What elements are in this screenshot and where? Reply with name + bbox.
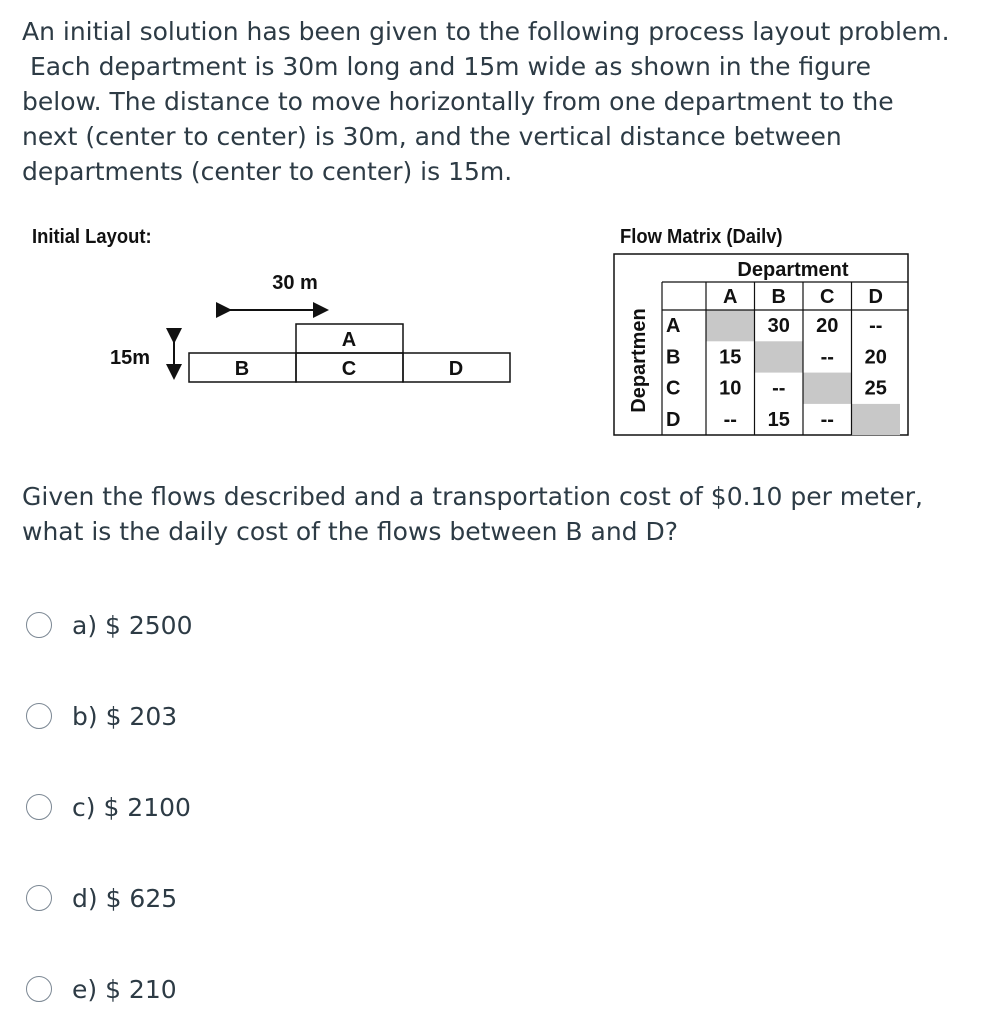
diagonal-cell <box>803 373 852 404</box>
flow-value: -- <box>723 408 737 431</box>
column-label: C <box>820 286 835 308</box>
row-label: A <box>666 315 681 337</box>
department-row-header: Departmen <box>628 308 650 413</box>
width-label: 30 m <box>272 272 318 294</box>
flow-value: 15 <box>719 346 742 369</box>
option-label: b) $ 203 <box>72 701 178 731</box>
radio-button[interactable] <box>26 976 52 1002</box>
intro-line: An initial solution has been given to the following process layout problem. <box>22 17 950 46</box>
flow-value: -- <box>820 408 834 431</box>
intro-line: departments (center to center) is 15m. <box>22 157 513 186</box>
intro-line: next (center to center) is 30m, and the vertical distance between <box>22 122 842 151</box>
flow-value: 15 <box>767 408 790 431</box>
intro-line: below. The distance to move horizontally from one department to the <box>22 87 894 116</box>
option-c[interactable] <box>26 789 191 825</box>
flow-value: -- <box>772 377 786 400</box>
question-text <box>22 479 982 549</box>
flow-value: -- <box>820 346 834 369</box>
diagonal-cell <box>852 404 901 435</box>
option-label: a) $ 2500 <box>72 610 193 640</box>
column-label: A <box>723 286 738 308</box>
option-b[interactable] <box>26 698 177 734</box>
radio-button[interactable] <box>26 612 52 638</box>
option-e[interactable] <box>26 971 177 1007</box>
radio-button[interactable] <box>26 703 52 729</box>
row-label: D <box>666 408 681 431</box>
radio-button[interactable] <box>26 794 52 820</box>
intro-line: Each department is 30m long and 15m wide as shown in the figure <box>22 52 872 81</box>
department-column-header: Department <box>737 259 849 281</box>
diagonal-cell <box>706 310 755 341</box>
diagonal-cell <box>755 341 804 372</box>
flow-value: 10 <box>719 377 742 400</box>
question-line: Given the flows described and a transportation cost of $0.10 per meter, <box>22 482 923 511</box>
flow-value: 20 <box>816 315 839 337</box>
option-a[interactable] <box>26 607 193 643</box>
flow-value: 30 <box>767 315 790 337</box>
department-a-label: A <box>341 329 357 351</box>
department-b-label: B <box>234 358 250 380</box>
department-d-label: D <box>448 358 464 380</box>
option-d[interactable] <box>26 880 177 916</box>
row-label: C <box>666 377 681 400</box>
option-label: c) $ 2100 <box>72 792 191 822</box>
initial-layout-label: Initial Layout: <box>32 226 152 248</box>
department-c-label: C <box>341 358 357 380</box>
height-label: 15m <box>110 347 151 369</box>
option-label: d) $ 625 <box>72 883 178 913</box>
column-label: D <box>868 286 883 308</box>
column-label: B <box>771 286 786 308</box>
row-label: B <box>666 346 681 369</box>
flow-value: -- <box>869 315 883 337</box>
flow-matrix <box>600 246 920 441</box>
initial-layout-diagram <box>100 256 520 391</box>
flow-value: 25 <box>864 377 887 400</box>
flow-value: 20 <box>864 346 887 369</box>
flow-matrix-title: Flow Matrix (Dailv) <box>620 226 783 248</box>
radio-button[interactable] <box>26 885 52 911</box>
problem-statement <box>22 14 982 189</box>
question-line: what is the daily cost of the flows between B and D? <box>22 517 679 546</box>
option-label: e) $ 210 <box>72 974 177 1004</box>
